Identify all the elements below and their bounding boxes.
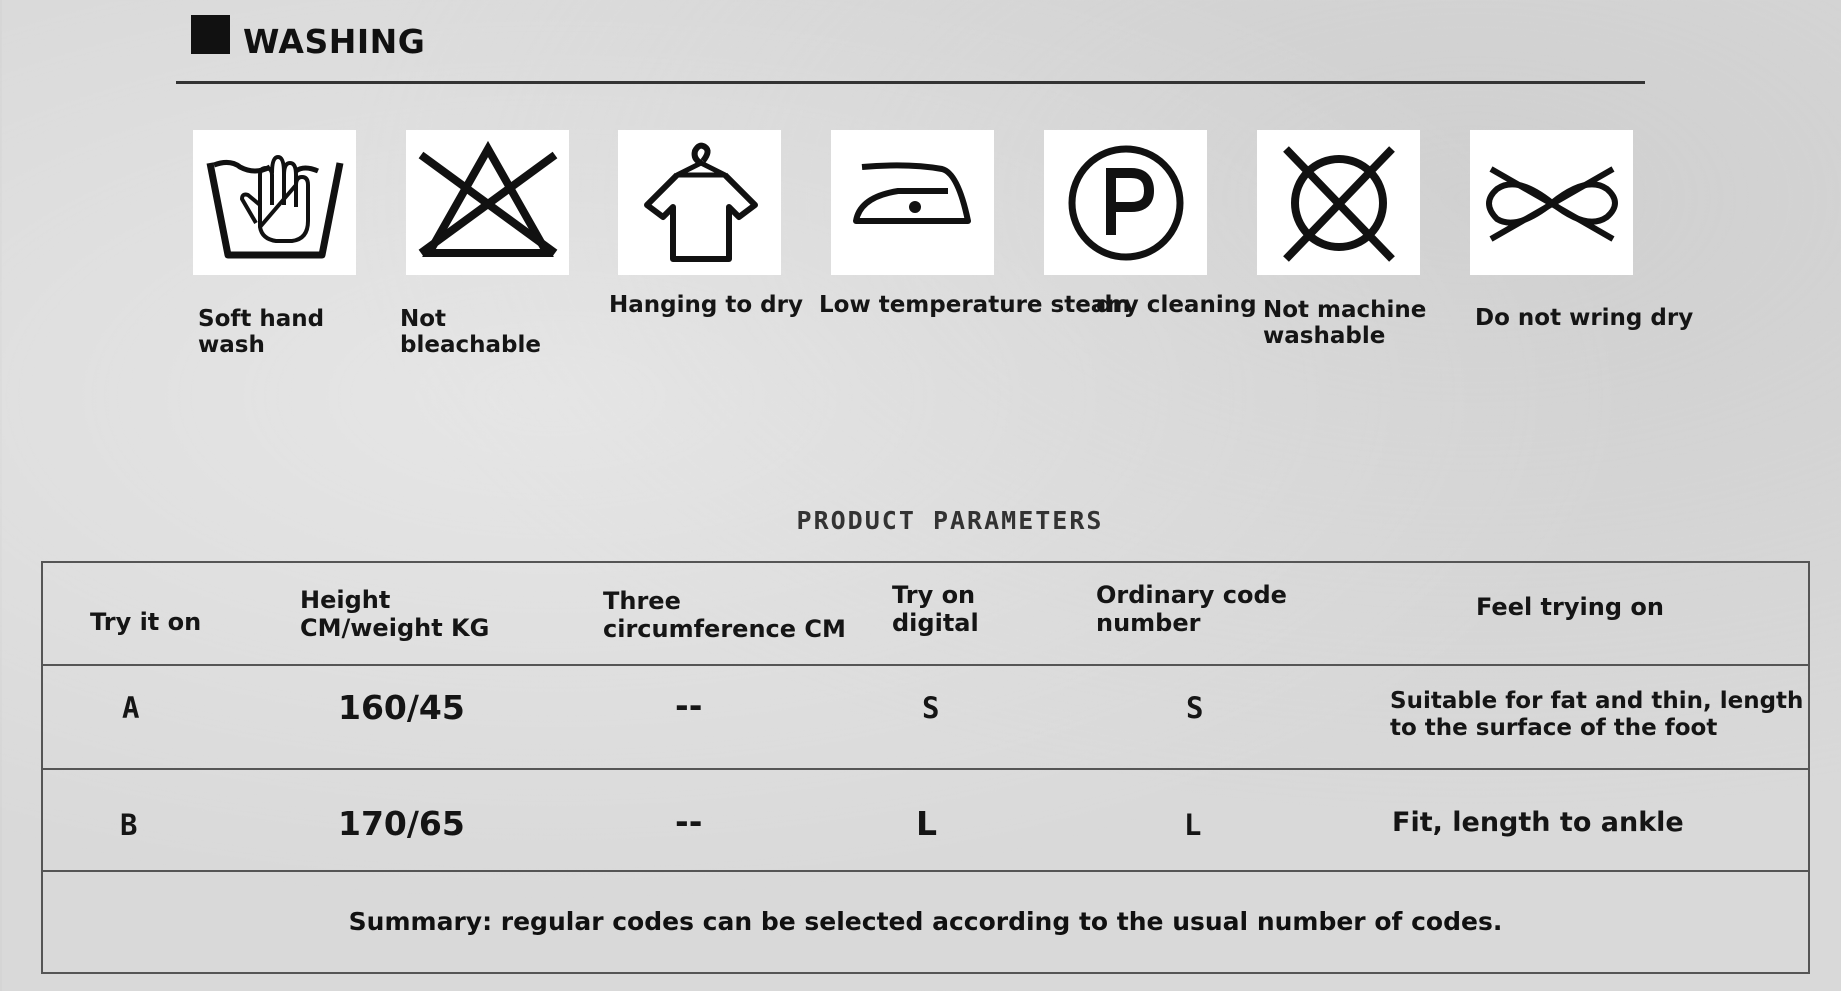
table-row-circumference: -- <box>675 686 703 725</box>
table-row-height-weight: 170/65 <box>338 804 465 843</box>
no-machine-wash-icon <box>1257 130 1420 275</box>
no-bleach-label: Not bleachable <box>400 306 541 358</box>
table-summary: Summary: regular codes can be selected according to the usual number of codes. <box>348 907 1503 936</box>
washing-square-marker <box>191 15 230 54</box>
dry-clean-p-icon <box>1044 130 1207 275</box>
table-row-model: A <box>122 691 140 725</box>
hang-dry-icon <box>618 130 781 275</box>
washing-title: WASHING <box>243 22 426 61</box>
header-feel: Feel trying on <box>1476 593 1664 621</box>
header-ordinary-code: Ordinary code number <box>1096 581 1287 637</box>
table-row-feel: Fit, length to ankle <box>1392 807 1684 838</box>
table-divider <box>41 768 1810 770</box>
header-try-it-on: Try it on <box>90 608 202 636</box>
product-parameters-title: PRODUCT PARAMETERS <box>796 506 1104 535</box>
header-circumference: Three circumference CM <box>603 587 846 643</box>
hand-wash-label: Soft hand wash <box>198 306 325 358</box>
no-wring-icon <box>1470 130 1633 275</box>
table-row-height-weight: 160/45 <box>338 688 465 727</box>
no-machine-wash-label: Not machine washable <box>1263 297 1427 349</box>
table-divider <box>41 664 1810 666</box>
table-divider <box>41 870 1810 872</box>
no-bleach-icon <box>406 130 569 275</box>
dry-clean-label: dry cleaning <box>1096 292 1257 318</box>
table-row-feel: Suitable for fat and thin, length to the surface of the foot <box>1390 688 1804 741</box>
no-wring-label: Do not wring dry <box>1475 305 1694 331</box>
table-row-circumference: -- <box>675 802 703 841</box>
hang-dry-label: Hanging to dry <box>609 292 803 318</box>
iron-low-icon <box>831 130 994 275</box>
hand-wash-icon <box>193 130 356 275</box>
table-row-code: S <box>1186 691 1204 725</box>
table-row-digital: S <box>922 691 940 725</box>
table-row-model: B <box>120 808 138 842</box>
header-try-on-digital: Try on digital <box>892 581 979 637</box>
table-row-digital: L <box>916 804 938 843</box>
washing-divider <box>176 81 1645 84</box>
table-row-code: L <box>1184 808 1202 842</box>
iron-low-label: Low temperature steam <box>819 292 1131 318</box>
header-height-weight: Height CM/weight KG <box>300 586 490 642</box>
